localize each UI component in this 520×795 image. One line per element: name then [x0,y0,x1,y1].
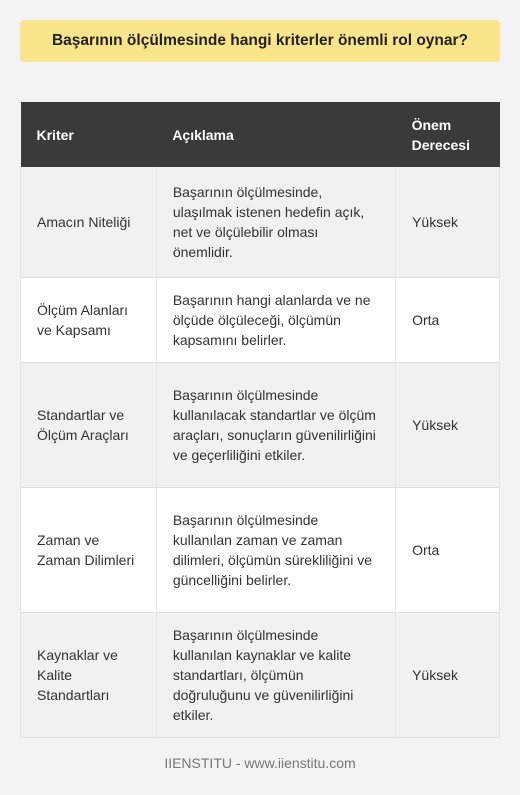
table-row [21,362,500,487]
cell-onem: Yüksek [396,362,500,487]
table-row [21,277,500,362]
table-row [21,167,500,277]
cell-aciklama: Başarının ölçülmesinde kullanılan kaynaklar ve kalite standartları, ölçümün doğruluğunu ve güvenilirliğini etkiler. [156,612,395,737]
column-header-kriter: Kriter [21,102,157,167]
footer-credit: IIENSTITU - www.iienstitu.com [164,755,356,771]
column-header-aciklama: Açıklama [156,102,395,167]
cell-onem: Yüksek [396,612,500,737]
cell-kriter: Ölçüm Alanları ve Kapsamı [21,277,157,362]
cell-kriter: Amacın Niteliği [21,167,157,277]
cell-onem: Yüksek [396,167,500,277]
cell-aciklama: Başarının hangi alanlarda ve ne ölçüde ölçüleceği, ölçümün kapsamını belirler. [156,277,395,362]
cell-kriter: Standartlar ve Ölçüm Araçları [21,362,157,487]
column-header-onem: Önem Derecesi [396,102,500,167]
criteria-table [20,102,500,738]
page-title: Başarının ölçülmesinde hangi kriterler önemli rol oynar? [51,32,469,49]
cell-onem: Orta [396,487,500,612]
title-banner [20,20,500,62]
table-row [21,487,500,612]
cell-aciklama: Başarının ölçülmesinde kullanılacak standartlar ve ölçüm araçları, sonuçların güvenilirliğini ve geçerliliğini etkiler. [156,362,395,487]
cell-onem: Orta [396,277,500,362]
table-header-row [21,102,500,167]
table-row [21,612,500,737]
cell-kriter: Zaman ve Zaman Dilimleri [21,487,157,612]
cell-aciklama: Başarının ölçülmesinde kullanılan zaman ve zaman dilimleri, ölçümün sürekliliğini ve güncelliğini belirler. [156,487,395,612]
cell-aciklama: Başarının ölçülmesinde, ulaşılmak istenen hedefin açık, net ve ölçülebilir olması önemlidir. [156,167,395,277]
cell-kriter: Kaynaklar ve Kalite Standartları [21,612,157,737]
